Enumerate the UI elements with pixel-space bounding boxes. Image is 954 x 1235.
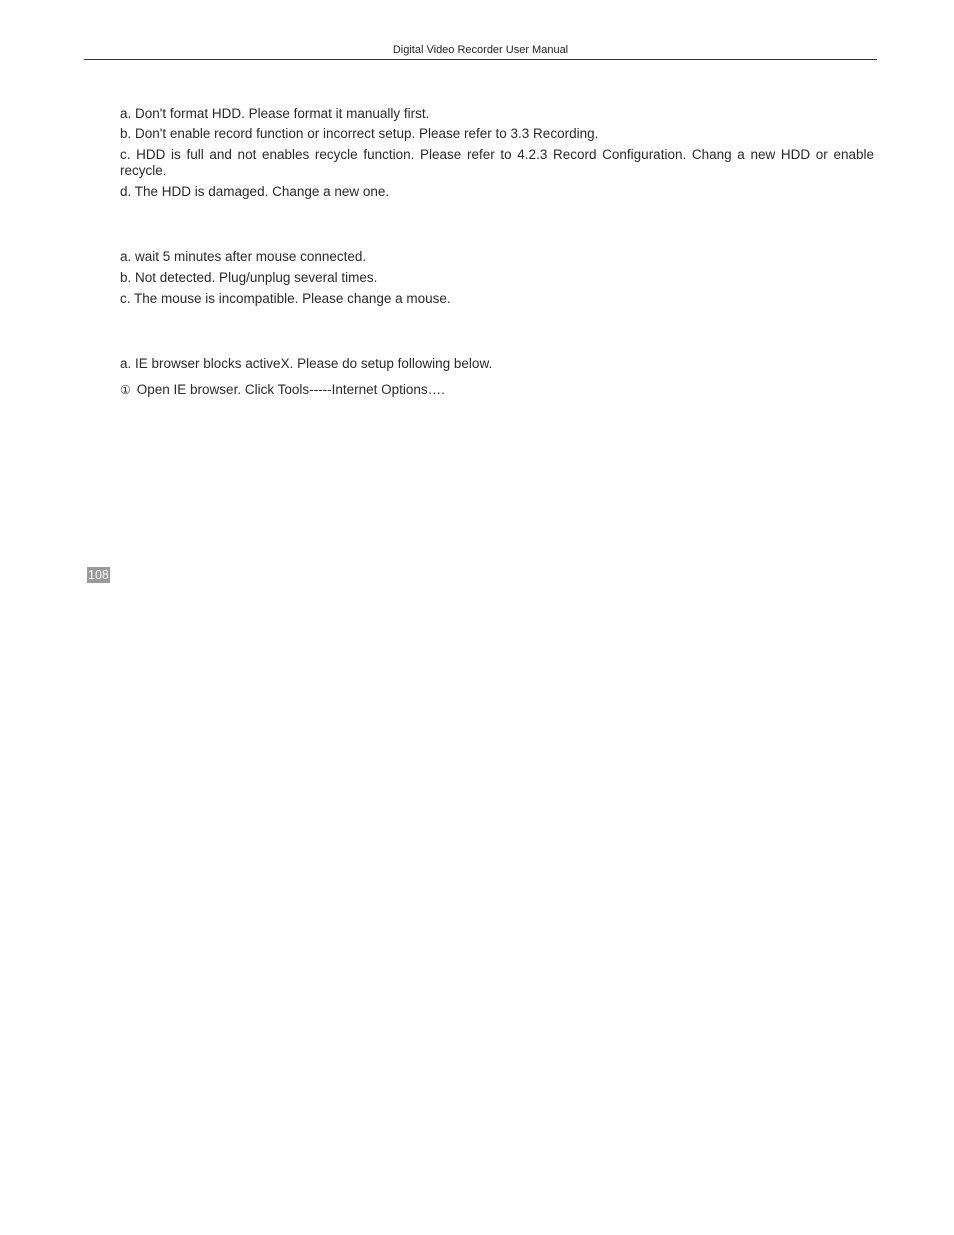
hdd-item-c: c. HDD is full and not enables recycle function. Please refer to 4.2.3 Record Configuration. Chang a new HDD or enable recycle.	[120, 147, 874, 178]
mouse-item-c: c. The mouse is incompatible. Please change a mouse.	[120, 291, 451, 306]
step-number-icon: ①	[120, 383, 131, 397]
header-title: Digital Video Recorder User Manual	[392, 44, 569, 56]
ie-step-1	[120, 382, 445, 398]
hdd-item-b: b. Don't enable record function or incorrect setup. Please refer to 3.3 Recording.	[120, 126, 599, 141]
mouse-item-a: a. wait 5 minutes after mouse connected.	[120, 249, 367, 264]
hdd-item-d: d. The HDD is damaged. Change a new one.	[120, 184, 390, 199]
page-number: 108	[88, 568, 109, 582]
mouse-item-b: b. Not detected. Plug/unplug several times.	[120, 270, 378, 285]
ie-step-1-text: Open IE browser. Click Tools-----Internet Options….	[136, 382, 445, 397]
hdd-item-a: a. Don't format HDD. Please format it manually first.	[120, 106, 430, 121]
header-divider	[84, 59, 877, 60]
ie-item-a: a. IE browser blocks activeX. Please do setup following below.	[120, 356, 493, 371]
